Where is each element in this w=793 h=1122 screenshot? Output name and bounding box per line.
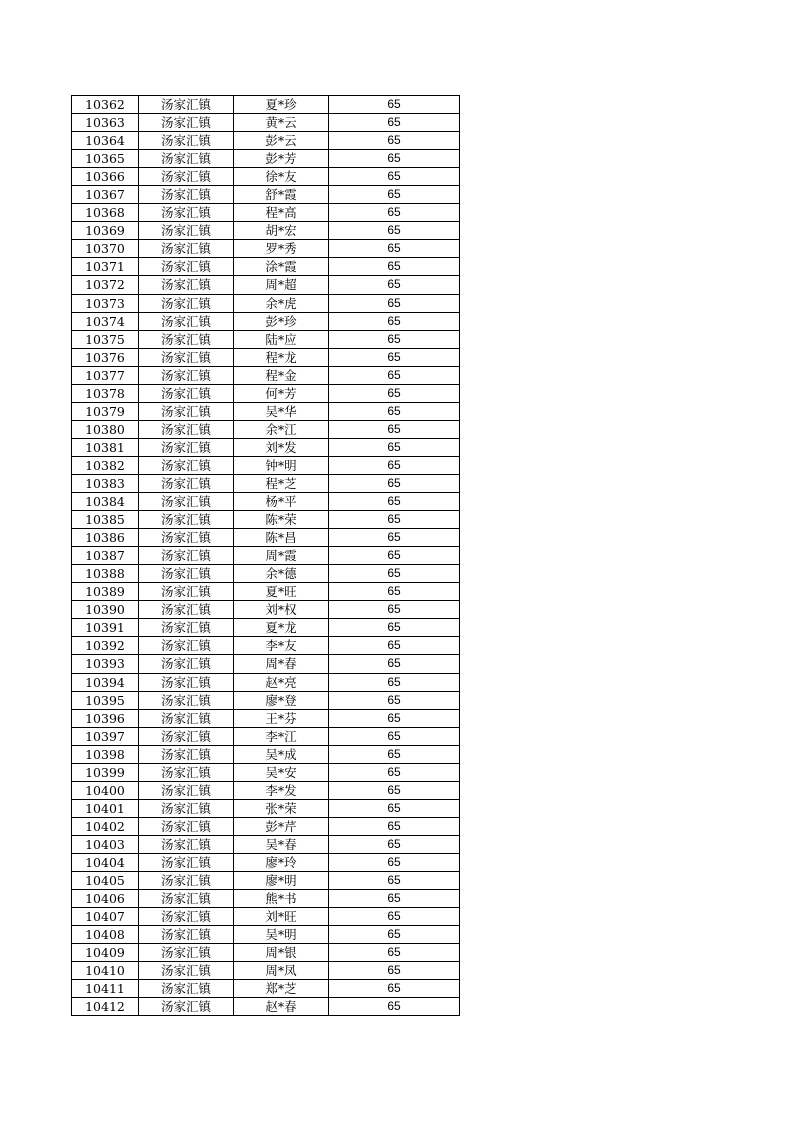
row-id-cell: 10385	[72, 511, 139, 529]
table-row	[72, 312, 460, 330]
person-name-cell: 彭*芹	[234, 817, 329, 835]
row-id-cell: 10389	[72, 583, 139, 601]
amount-cell: 65	[329, 962, 460, 980]
row-id-cell: 10398	[72, 745, 139, 763]
person-name-cell: 徐*友	[234, 168, 329, 186]
table-row	[72, 547, 460, 565]
amount-cell: 65	[329, 655, 460, 673]
row-id-cell: 10395	[72, 691, 139, 709]
amount-cell: 65	[329, 186, 460, 204]
row-id-cell: 10408	[72, 926, 139, 944]
person-name-cell: 陈*荣	[234, 511, 329, 529]
table-row	[72, 583, 460, 601]
row-id-cell: 10374	[72, 312, 139, 330]
amount-cell: 65	[329, 565, 460, 583]
row-id-cell: 10392	[72, 637, 139, 655]
town-cell: 汤家汇镇	[139, 637, 234, 655]
person-name-cell: 舒*霞	[234, 186, 329, 204]
row-id-cell: 10397	[72, 727, 139, 745]
person-name-cell: 余*虎	[234, 294, 329, 312]
person-name-cell: 夏*珍	[234, 96, 329, 114]
amount-cell: 65	[329, 781, 460, 799]
person-name-cell: 郑*芝	[234, 980, 329, 998]
amount-cell: 65	[329, 511, 460, 529]
person-name-cell: 何*芳	[234, 384, 329, 402]
table-row	[72, 258, 460, 276]
amount-cell: 65	[329, 673, 460, 691]
table-row	[72, 204, 460, 222]
town-cell: 汤家汇镇	[139, 655, 234, 673]
town-cell: 汤家汇镇	[139, 998, 234, 1016]
amount-cell: 65	[329, 493, 460, 511]
table-row	[72, 96, 460, 114]
town-cell: 汤家汇镇	[139, 962, 234, 980]
person-name-cell: 刘*权	[234, 601, 329, 619]
person-name-cell: 吴*华	[234, 402, 329, 420]
person-name-cell: 赵*亮	[234, 673, 329, 691]
row-id-cell: 10368	[72, 204, 139, 222]
row-id-cell: 10363	[72, 114, 139, 132]
person-name-cell: 廖*明	[234, 872, 329, 890]
amount-cell: 65	[329, 727, 460, 745]
table-row	[72, 168, 460, 186]
row-id-cell: 10377	[72, 366, 139, 384]
town-cell: 汤家汇镇	[139, 799, 234, 817]
row-id-cell: 10390	[72, 601, 139, 619]
row-id-cell: 10396	[72, 709, 139, 727]
row-id-cell: 10393	[72, 655, 139, 673]
amount-cell: 65	[329, 132, 460, 150]
town-cell: 汤家汇镇	[139, 204, 234, 222]
row-id-cell: 10384	[72, 493, 139, 511]
row-id-cell: 10375	[72, 330, 139, 348]
person-name-cell: 周*春	[234, 655, 329, 673]
row-id-cell: 10373	[72, 294, 139, 312]
amount-cell: 65	[329, 150, 460, 168]
person-name-cell: 李*江	[234, 727, 329, 745]
row-id-cell: 10381	[72, 438, 139, 456]
row-id-cell: 10369	[72, 222, 139, 240]
amount-cell: 65	[329, 908, 460, 926]
amount-cell: 65	[329, 348, 460, 366]
amount-cell: 65	[329, 763, 460, 781]
town-cell: 汤家汇镇	[139, 132, 234, 150]
town-cell: 汤家汇镇	[139, 258, 234, 276]
row-id-cell: 10394	[72, 673, 139, 691]
amount-cell: 65	[329, 366, 460, 384]
town-cell: 汤家汇镇	[139, 276, 234, 294]
row-id-cell: 10404	[72, 853, 139, 871]
table-row	[72, 114, 460, 132]
row-id-cell: 10372	[72, 276, 139, 294]
row-id-cell: 10380	[72, 420, 139, 438]
table-row	[72, 132, 460, 150]
amount-cell: 65	[329, 745, 460, 763]
town-cell: 汤家汇镇	[139, 745, 234, 763]
table-row	[72, 330, 460, 348]
table-row	[72, 745, 460, 763]
row-id-cell: 10400	[72, 781, 139, 799]
amount-cell: 65	[329, 691, 460, 709]
table-row	[72, 456, 460, 474]
table-row	[72, 998, 460, 1016]
town-cell: 汤家汇镇	[139, 493, 234, 511]
amount-cell: 65	[329, 799, 460, 817]
table-row	[72, 980, 460, 998]
town-cell: 汤家汇镇	[139, 691, 234, 709]
row-id-cell: 10406	[72, 890, 139, 908]
table-row	[72, 240, 460, 258]
person-name-cell: 周*银	[234, 944, 329, 962]
person-name-cell: 陆*应	[234, 330, 329, 348]
town-cell: 汤家汇镇	[139, 330, 234, 348]
town-cell: 汤家汇镇	[139, 438, 234, 456]
table-row	[72, 222, 460, 240]
row-id-cell: 10387	[72, 547, 139, 565]
person-name-cell: 涂*霞	[234, 258, 329, 276]
amount-cell: 65	[329, 872, 460, 890]
person-name-cell: 李*友	[234, 637, 329, 655]
town-cell: 汤家汇镇	[139, 384, 234, 402]
person-name-cell: 陈*昌	[234, 529, 329, 547]
table-row	[72, 511, 460, 529]
table-row	[72, 384, 460, 402]
table-row	[72, 908, 460, 926]
table-row	[72, 655, 460, 673]
person-name-cell: 刘*旺	[234, 908, 329, 926]
amount-cell: 65	[329, 926, 460, 944]
table-row	[72, 366, 460, 384]
table-row	[72, 294, 460, 312]
records-table-body	[72, 96, 460, 1016]
table-row	[72, 493, 460, 511]
town-cell: 汤家汇镇	[139, 222, 234, 240]
person-name-cell: 吴*成	[234, 745, 329, 763]
amount-cell: 65	[329, 384, 460, 402]
town-cell: 汤家汇镇	[139, 114, 234, 132]
town-cell: 汤家汇镇	[139, 402, 234, 420]
amount-cell: 65	[329, 168, 460, 186]
person-name-cell: 程*金	[234, 366, 329, 384]
amount-cell: 65	[329, 835, 460, 853]
town-cell: 汤家汇镇	[139, 763, 234, 781]
person-name-cell: 廖*登	[234, 691, 329, 709]
person-name-cell: 廖*玲	[234, 853, 329, 871]
person-name-cell: 张*荣	[234, 799, 329, 817]
row-id-cell: 10409	[72, 944, 139, 962]
table-row	[72, 673, 460, 691]
table-row	[72, 529, 460, 547]
row-id-cell: 10383	[72, 474, 139, 492]
table-row	[72, 186, 460, 204]
table-row	[72, 890, 460, 908]
row-id-cell: 10370	[72, 240, 139, 258]
town-cell: 汤家汇镇	[139, 150, 234, 168]
amount-cell: 65	[329, 853, 460, 871]
table-row	[72, 601, 460, 619]
amount-cell: 65	[329, 330, 460, 348]
town-cell: 汤家汇镇	[139, 529, 234, 547]
table-row	[72, 402, 460, 420]
town-cell: 汤家汇镇	[139, 944, 234, 962]
amount-cell: 65	[329, 114, 460, 132]
town-cell: 汤家汇镇	[139, 511, 234, 529]
amount-cell: 65	[329, 456, 460, 474]
row-id-cell: 10366	[72, 168, 139, 186]
town-cell: 汤家汇镇	[139, 456, 234, 474]
row-id-cell: 10403	[72, 835, 139, 853]
amount-cell: 65	[329, 529, 460, 547]
amount-cell: 65	[329, 420, 460, 438]
amount-cell: 65	[329, 601, 460, 619]
town-cell: 汤家汇镇	[139, 926, 234, 944]
amount-cell: 65	[329, 276, 460, 294]
table-row	[72, 709, 460, 727]
town-cell: 汤家汇镇	[139, 601, 234, 619]
row-id-cell: 10388	[72, 565, 139, 583]
row-id-cell: 10362	[72, 96, 139, 114]
row-id-cell: 10410	[72, 962, 139, 980]
town-cell: 汤家汇镇	[139, 872, 234, 890]
amount-cell: 65	[329, 438, 460, 456]
records-table	[71, 95, 460, 1016]
person-name-cell: 赵*春	[234, 998, 329, 1016]
row-id-cell: 10364	[72, 132, 139, 150]
person-name-cell: 程*芝	[234, 474, 329, 492]
amount-cell: 65	[329, 637, 460, 655]
amount-cell: 65	[329, 240, 460, 258]
table-row	[72, 817, 460, 835]
person-name-cell: 罗*秀	[234, 240, 329, 258]
town-cell: 汤家汇镇	[139, 727, 234, 745]
town-cell: 汤家汇镇	[139, 348, 234, 366]
table-row	[72, 926, 460, 944]
row-id-cell: 10405	[72, 872, 139, 890]
amount-cell: 65	[329, 474, 460, 492]
person-name-cell: 夏*旺	[234, 583, 329, 601]
row-id-cell: 10378	[72, 384, 139, 402]
table-row	[72, 763, 460, 781]
person-name-cell: 胡*宏	[234, 222, 329, 240]
person-name-cell: 程*高	[234, 204, 329, 222]
row-id-cell: 10401	[72, 799, 139, 817]
town-cell: 汤家汇镇	[139, 853, 234, 871]
table-row	[72, 619, 460, 637]
town-cell: 汤家汇镇	[139, 366, 234, 384]
table-row	[72, 438, 460, 456]
amount-cell: 65	[329, 402, 460, 420]
table-row	[72, 944, 460, 962]
town-cell: 汤家汇镇	[139, 96, 234, 114]
person-name-cell: 王*芬	[234, 709, 329, 727]
table-row	[72, 637, 460, 655]
person-name-cell: 吴*安	[234, 763, 329, 781]
person-name-cell: 彭*珍	[234, 312, 329, 330]
table-row	[72, 872, 460, 890]
row-id-cell: 10402	[72, 817, 139, 835]
table-row	[72, 691, 460, 709]
amount-cell: 65	[329, 204, 460, 222]
amount-cell: 65	[329, 890, 460, 908]
person-name-cell: 程*龙	[234, 348, 329, 366]
row-id-cell: 10411	[72, 980, 139, 998]
town-cell: 汤家汇镇	[139, 817, 234, 835]
town-cell: 汤家汇镇	[139, 583, 234, 601]
person-name-cell: 钟*明	[234, 456, 329, 474]
person-name-cell: 杨*平	[234, 493, 329, 511]
row-id-cell: 10376	[72, 348, 139, 366]
row-id-cell: 10365	[72, 150, 139, 168]
table-row	[72, 799, 460, 817]
town-cell: 汤家汇镇	[139, 565, 234, 583]
amount-cell: 65	[329, 547, 460, 565]
town-cell: 汤家汇镇	[139, 890, 234, 908]
person-name-cell: 彭*芳	[234, 150, 329, 168]
table-row	[72, 853, 460, 871]
town-cell: 汤家汇镇	[139, 619, 234, 637]
row-id-cell: 10412	[72, 998, 139, 1016]
amount-cell: 65	[329, 980, 460, 998]
row-id-cell: 10382	[72, 456, 139, 474]
person-name-cell: 夏*龙	[234, 619, 329, 637]
table-row	[72, 781, 460, 799]
amount-cell: 65	[329, 619, 460, 637]
row-id-cell: 10371	[72, 258, 139, 276]
amount-cell: 65	[329, 944, 460, 962]
town-cell: 汤家汇镇	[139, 709, 234, 727]
row-id-cell: 10391	[72, 619, 139, 637]
table-row	[72, 276, 460, 294]
town-cell: 汤家汇镇	[139, 474, 234, 492]
table-row	[72, 565, 460, 583]
amount-cell: 65	[329, 258, 460, 276]
town-cell: 汤家汇镇	[139, 186, 234, 204]
person-name-cell: 熊*书	[234, 890, 329, 908]
person-name-cell: 周*超	[234, 276, 329, 294]
table-row	[72, 474, 460, 492]
person-name-cell: 余*德	[234, 565, 329, 583]
person-name-cell: 吴*春	[234, 835, 329, 853]
person-name-cell: 余*江	[234, 420, 329, 438]
amount-cell: 65	[329, 294, 460, 312]
amount-cell: 65	[329, 312, 460, 330]
person-name-cell: 李*发	[234, 781, 329, 799]
row-id-cell: 10379	[72, 402, 139, 420]
person-name-cell: 周*霞	[234, 547, 329, 565]
table-row	[72, 150, 460, 168]
person-name-cell: 周*凤	[234, 962, 329, 980]
town-cell: 汤家汇镇	[139, 835, 234, 853]
person-name-cell: 黄*云	[234, 114, 329, 132]
table-row	[72, 727, 460, 745]
person-name-cell: 吴*明	[234, 926, 329, 944]
table-row	[72, 835, 460, 853]
amount-cell: 65	[329, 709, 460, 727]
town-cell: 汤家汇镇	[139, 673, 234, 691]
town-cell: 汤家汇镇	[139, 312, 234, 330]
town-cell: 汤家汇镇	[139, 294, 234, 312]
row-id-cell: 10407	[72, 908, 139, 926]
row-id-cell: 10399	[72, 763, 139, 781]
person-name-cell: 彭*云	[234, 132, 329, 150]
town-cell: 汤家汇镇	[139, 168, 234, 186]
table-row	[72, 962, 460, 980]
table-row	[72, 348, 460, 366]
town-cell: 汤家汇镇	[139, 781, 234, 799]
amount-cell: 65	[329, 583, 460, 601]
town-cell: 汤家汇镇	[139, 240, 234, 258]
town-cell: 汤家汇镇	[139, 547, 234, 565]
table-row	[72, 420, 460, 438]
amount-cell: 65	[329, 998, 460, 1016]
amount-cell: 65	[329, 817, 460, 835]
town-cell: 汤家汇镇	[139, 980, 234, 998]
amount-cell: 65	[329, 222, 460, 240]
row-id-cell: 10386	[72, 529, 139, 547]
town-cell: 汤家汇镇	[139, 908, 234, 926]
amount-cell: 65	[329, 96, 460, 114]
row-id-cell: 10367	[72, 186, 139, 204]
town-cell: 汤家汇镇	[139, 420, 234, 438]
person-name-cell: 刘*发	[234, 438, 329, 456]
